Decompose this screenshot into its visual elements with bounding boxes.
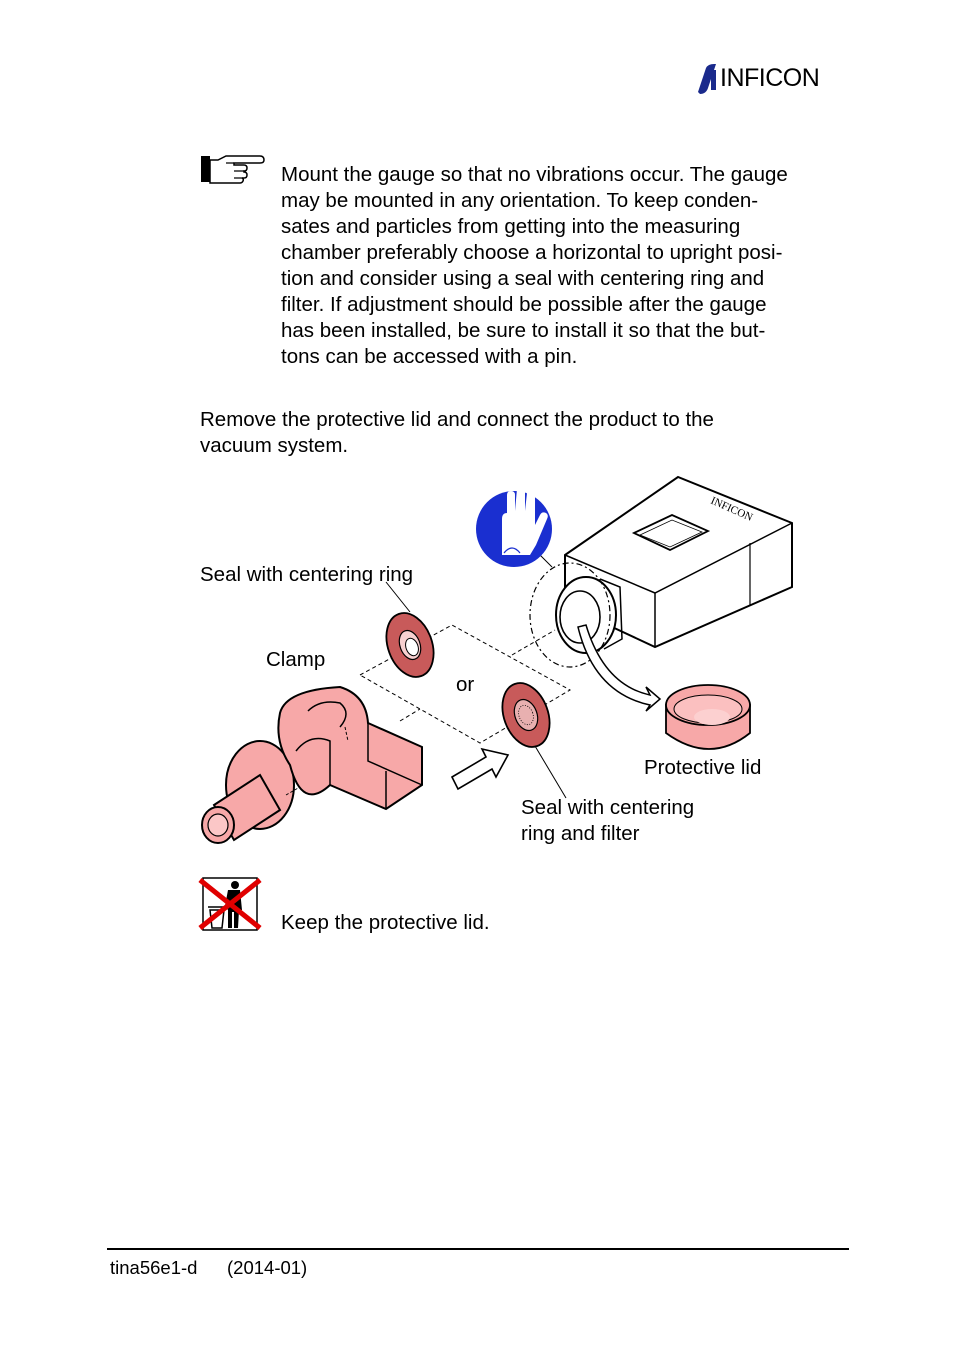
clamp-part	[278, 687, 422, 809]
gauge-brand-label: INFICON	[708, 494, 755, 524]
label-or: or	[456, 673, 475, 696]
label-seal-centering: Seal with centering ring	[200, 563, 414, 586]
pointing-hand-icon	[200, 154, 266, 184]
note-text: Mount the gauge so that no vibrations occur. The gauge may be mounted in any orientation. To keep conden- sates and particles from getting into the measuring chamber preferably choose a horizontal to upright posi- tion and consider using a seal with centering ring and filter. If adjustment should be possible after the gauge has been installed, be sure to install it so that the but- tons can be accessed with a pin.	[281, 163, 788, 368]
label-clamp: Clamp	[266, 648, 326, 671]
label-protective-lid: Protective lid	[644, 756, 762, 779]
footer-rule	[107, 1248, 849, 1250]
gauge-body	[530, 477, 792, 667]
document-code: tina56e1-d	[110, 1257, 198, 1278]
document-date: (2014-01)	[227, 1257, 308, 1278]
seal-filter	[494, 676, 566, 798]
step-instruction: Remove the protective lid and connect the product to the vacuum system.	[200, 408, 714, 457]
seal-centering-ring	[378, 582, 442, 684]
insert-arrow-icon	[452, 749, 508, 789]
installation-figure	[190, 465, 830, 865]
label-seal-filter: Seal with centering ring and filter	[521, 796, 695, 845]
protective-lid	[666, 685, 750, 749]
brand-name: INFICON	[720, 64, 820, 92]
inficon-logo	[694, 62, 846, 96]
inficon-logo-mark	[694, 62, 720, 96]
glove-icon	[476, 485, 552, 567]
no-disposal-icon	[198, 876, 264, 932]
keep-lid-text: Keep the protective lid.	[281, 911, 490, 934]
